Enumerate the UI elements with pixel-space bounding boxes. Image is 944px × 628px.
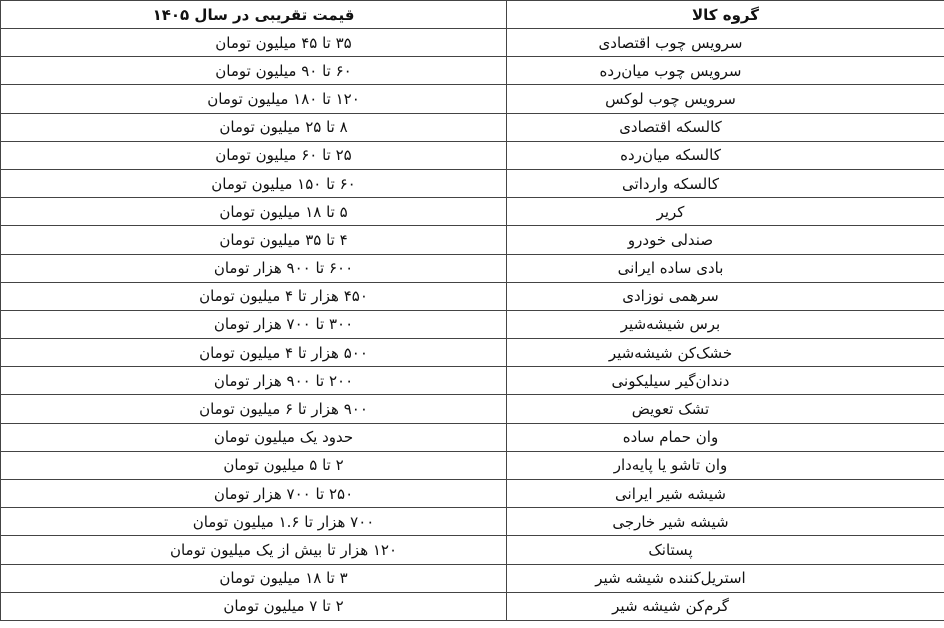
price-cell: ۲ تا ۵ میلیون تومان: [1, 451, 507, 479]
price-cell: ۵ تا ۱۸ میلیون تومان: [1, 198, 507, 226]
item-cell: سرهمی نوزادی: [507, 282, 944, 310]
table-row: [1, 57, 944, 85]
item-cell: بادی ساده ایرانی: [507, 254, 944, 282]
table-row: [1, 141, 944, 169]
header-price: قیمت تقریبی در سال ۱۴۰۵: [1, 1, 507, 29]
table-row: [1, 536, 944, 564]
price-cell: ۶۰ تا ۱۵۰ میلیون تومان: [1, 169, 507, 197]
table-row: [1, 451, 944, 479]
item-cell: کالسکه میان‌رده: [507, 141, 944, 169]
item-cell: سرویس چوب میان‌رده: [507, 57, 944, 85]
price-cell: ۶۰ تا ۹۰ میلیون تومان: [1, 57, 507, 85]
table-row: [1, 310, 944, 338]
price-cell: ۷۰۰ هزار تا ۱.۶ میلیون تومان: [1, 508, 507, 536]
price-cell: ۱۲۰ هزار تا بیش از یک میلیون تومان: [1, 536, 507, 564]
item-cell: شیشه شیر ایرانی: [507, 480, 944, 508]
table-row: [1, 254, 944, 282]
item-cell: گرم‌کن شیشه شیر: [507, 592, 944, 620]
table-row: [1, 113, 944, 141]
table-row: [1, 395, 944, 423]
table-row: [1, 423, 944, 451]
price-cell: ۶۰۰ تا ۹۰۰ هزار تومان: [1, 254, 507, 282]
item-cell: پستانک: [507, 536, 944, 564]
price-cell: ۳ تا ۱۸ میلیون تومان: [1, 564, 507, 592]
price-cell: ۲۰۰ تا ۹۰۰ هزار تومان: [1, 367, 507, 395]
table-row: [1, 564, 944, 592]
price-cell: ۴ تا ۳۵ میلیون تومان: [1, 226, 507, 254]
table-row: [1, 169, 944, 197]
table-header-row: [1, 1, 944, 29]
price-cell: ۲۵ تا ۶۰ میلیون تومان: [1, 141, 507, 169]
table-row: [1, 226, 944, 254]
table-row: [1, 367, 944, 395]
item-cell: کریر: [507, 198, 944, 226]
item-cell: تشک تعویض: [507, 395, 944, 423]
table-row: [1, 85, 944, 113]
table-row: [1, 508, 944, 536]
item-cell: کالسکه اقتصادی: [507, 113, 944, 141]
table-row: [1, 29, 944, 57]
item-cell: وان تاشو یا پایه‌دار: [507, 451, 944, 479]
header-item: گروه کالا: [507, 1, 944, 29]
item-cell: وان حمام ساده: [507, 423, 944, 451]
price-cell: ۳۵ تا ۴۵ میلیون تومان: [1, 29, 507, 57]
item-cell: صندلی خودرو: [507, 226, 944, 254]
price-cell: ۳۰۰ تا ۷۰۰ هزار تومان: [1, 310, 507, 338]
table-row: [1, 592, 944, 620]
item-cell: دندان‌گیر سیلیکونی: [507, 367, 944, 395]
table-row: [1, 339, 944, 367]
table-row: [1, 282, 944, 310]
price-cell: ۱۲۰ تا ۱۸۰ میلیون تومان: [1, 85, 507, 113]
price-cell: حدود یک میلیون تومان: [1, 423, 507, 451]
price-cell: ۵۰۰ هزار تا ۴ میلیون تومان: [1, 339, 507, 367]
price-cell: ۴۵۰ هزار تا ۴ میلیون تومان: [1, 282, 507, 310]
item-cell: خشک‌کن شیشه‌شیر: [507, 339, 944, 367]
price-cell: ۸ تا ۲۵ میلیون تومان: [1, 113, 507, 141]
table-row: [1, 480, 944, 508]
item-cell: شیشه شیر خارجی: [507, 508, 944, 536]
item-cell: کالسکه وارداتی: [507, 169, 944, 197]
item-cell: برس شیشه‌شیر: [507, 310, 944, 338]
table-row: [1, 198, 944, 226]
item-cell: سرویس چوب لوکس: [507, 85, 944, 113]
price-cell: ۲ تا ۷ میلیون تومان: [1, 592, 507, 620]
item-cell: استریل‌کننده شیشه شیر: [507, 564, 944, 592]
price-cell: ۲۵۰ تا ۷۰۰ هزار تومان: [1, 480, 507, 508]
price-cell: ۹۰۰ هزار تا ۶ میلیون تومان: [1, 395, 507, 423]
item-cell: سرویس چوب اقتصادی: [507, 29, 944, 57]
